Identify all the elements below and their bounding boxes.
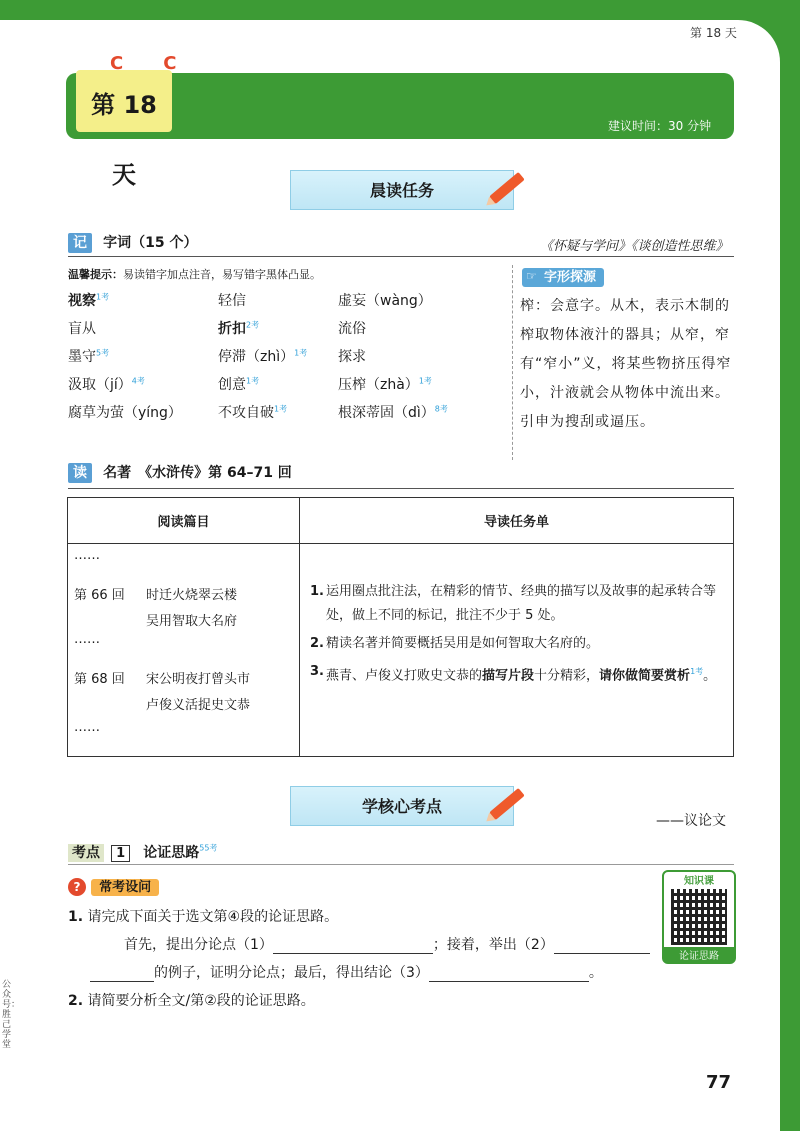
vocab-word: 压榨（zhà）$^{1考}$ bbox=[338, 376, 432, 393]
chapter-68: 第 68 回 bbox=[74, 672, 125, 687]
task-item: 1. 运用圈点批注法，在精彩的情节、经典的描写以及故事的起承转合等处，做上不同的标记，批注不少于 5 处。 bbox=[310, 584, 717, 623]
chapter-68-title-b: 卢俊义活捉史文恭 bbox=[146, 698, 251, 713]
glyph-origin-text: 榨：会意字。从木，表示木制的榨取物体液汁的器具；从窄，窄有“窄小”义，将某些物挤压得窄小，汁液就会从物体中流出来。引申为搜刮或逼压。 bbox=[520, 298, 732, 430]
task-item: 2. 精读名著并简要概括吴用是如何智取大名府的。 bbox=[310, 636, 600, 651]
answer-blank-1[interactable] bbox=[273, 938, 433, 954]
vocab-word: 创意$^{1考}$ bbox=[218, 376, 260, 393]
vocab-grid bbox=[68, 290, 508, 430]
vocab-word: 折扣$^{2考}$ bbox=[218, 320, 260, 337]
qr-code-icon bbox=[671, 889, 727, 945]
pointing-hand-icon: ☞ bbox=[526, 269, 537, 283]
question-2: 2. 请简要分析全文/第②段的论证思路。 bbox=[68, 993, 315, 1009]
kp-title: 论证思路 bbox=[143, 845, 200, 861]
qr-card[interactable] bbox=[662, 870, 736, 964]
morning-task-banner: 晨读任务 bbox=[290, 170, 514, 210]
reading-title: 名著 《水浒传》第 64–71 回 bbox=[103, 465, 292, 481]
ellipsis: …… bbox=[74, 632, 100, 647]
question-header bbox=[68, 876, 159, 896]
qr-top-label: 知识课 bbox=[684, 876, 714, 887]
kp-rule bbox=[68, 864, 734, 865]
vocab-row bbox=[68, 318, 508, 346]
calendar-rings-icon: CC bbox=[110, 53, 217, 74]
task-list bbox=[300, 544, 734, 757]
genre-label: ——议论文 bbox=[656, 813, 726, 829]
vocab-word: 不攻自破$^{1考}$ bbox=[218, 404, 288, 421]
ellipsis: …… bbox=[74, 548, 100, 563]
qr-bottom-label: 论证思路 bbox=[664, 947, 734, 962]
chapter-66: 第 66 回 bbox=[74, 588, 125, 603]
question-1-line-3: 的例子，证明分论点；最后，得出结论（3） 。 bbox=[90, 962, 603, 982]
kp-header bbox=[68, 842, 217, 862]
vocab-tip bbox=[68, 266, 321, 282]
core-points-banner: 学核心考点 bbox=[290, 786, 514, 826]
vocab-word: 腐草为萤（yíng） bbox=[68, 405, 182, 421]
day-tab bbox=[76, 53, 217, 189]
glyph-origin-box bbox=[522, 266, 604, 285]
vocab-title: 字词（15 个） bbox=[103, 235, 198, 251]
glyph-origin-title: ☞ 字形探源 bbox=[522, 268, 604, 287]
chapter-list bbox=[68, 544, 300, 757]
reading-table bbox=[67, 497, 734, 757]
chapter-66-title-b: 吴用智取大名府 bbox=[146, 614, 238, 629]
vocab-word: 流俗 bbox=[338, 321, 366, 337]
vocab-word: 盲从 bbox=[68, 321, 96, 337]
vocab-word: 停滞（zhì）$^{1考}$ bbox=[218, 348, 308, 365]
vocab-word: 视察$^{1考}$ bbox=[68, 292, 110, 309]
vocab-tip-label: 温馨提示： bbox=[68, 268, 123, 281]
vocab-tag: 记 bbox=[68, 233, 92, 253]
vocab-word: 墨守$^{5考}$ bbox=[68, 348, 110, 365]
question-tag: 常考设问 bbox=[91, 879, 159, 896]
vocab-word: 虚妄（wàng） bbox=[338, 293, 432, 309]
vocab-word: 汲取（jí）$^{4考}$ bbox=[68, 376, 145, 393]
col-header-tasks: 导读任务单 bbox=[300, 498, 734, 544]
top-day-label: 第 18 天 bbox=[690, 26, 737, 40]
vocab-header bbox=[68, 232, 197, 252]
kp-sup: 55考 bbox=[199, 843, 218, 853]
vocab-row bbox=[68, 374, 508, 402]
vocab-source: 《怀疑与学问》《谈创造性思维》 bbox=[540, 239, 729, 254]
reading-tag: 读 bbox=[68, 463, 92, 483]
vocab-tip-text: 易读错字加点注音，易写错字黑体凸显。 bbox=[123, 268, 321, 281]
reading-header bbox=[68, 462, 292, 482]
vocab-rule bbox=[68, 256, 734, 257]
chapter-68-title-a: 宋公明夜打曾头市 bbox=[146, 672, 251, 687]
ellipsis: …… bbox=[74, 720, 100, 735]
answer-blank-2-cont[interactable] bbox=[90, 966, 154, 982]
reading-rule bbox=[68, 488, 734, 489]
chapter-66-title-a: 时迁火烧翠云楼 bbox=[146, 588, 238, 603]
side-note: 公众号：胜己学堂 bbox=[2, 980, 21, 1050]
task-item: 3. 燕青、卢俊义打败史文恭的描写片段十分精彩，请你做简要赏析$^{1考}$。 bbox=[310, 664, 717, 684]
vocab-divider bbox=[512, 265, 513, 460]
question-1-line-2: 首先，提出分论点（1） ；接着，举出（2） bbox=[124, 934, 650, 954]
kp-number: 1 bbox=[111, 845, 130, 862]
page-number: 77 bbox=[706, 1072, 732, 1093]
kp-tag: 考点 bbox=[68, 844, 104, 862]
question-icon: ? bbox=[68, 878, 86, 896]
day-tab-label: 第 18 天 bbox=[91, 91, 157, 189]
col-header-chapters: 阅读篇目 bbox=[68, 498, 300, 544]
vocab-row bbox=[68, 346, 508, 374]
vocab-row bbox=[68, 402, 508, 430]
vocab-word: 根深蒂固（dì）$^{8考}$ bbox=[338, 404, 448, 421]
answer-blank-2[interactable] bbox=[554, 938, 650, 954]
vocab-word: 探求 bbox=[338, 349, 366, 365]
vocab-row bbox=[68, 290, 508, 318]
question-1: 1. 请完成下面关于选文第④段的论证思路。 bbox=[68, 909, 339, 925]
vocab-word: 轻信 bbox=[218, 293, 246, 309]
answer-blank-3[interactable] bbox=[429, 966, 589, 982]
suggested-time: 建议时间：30 分钟 bbox=[608, 119, 712, 133]
